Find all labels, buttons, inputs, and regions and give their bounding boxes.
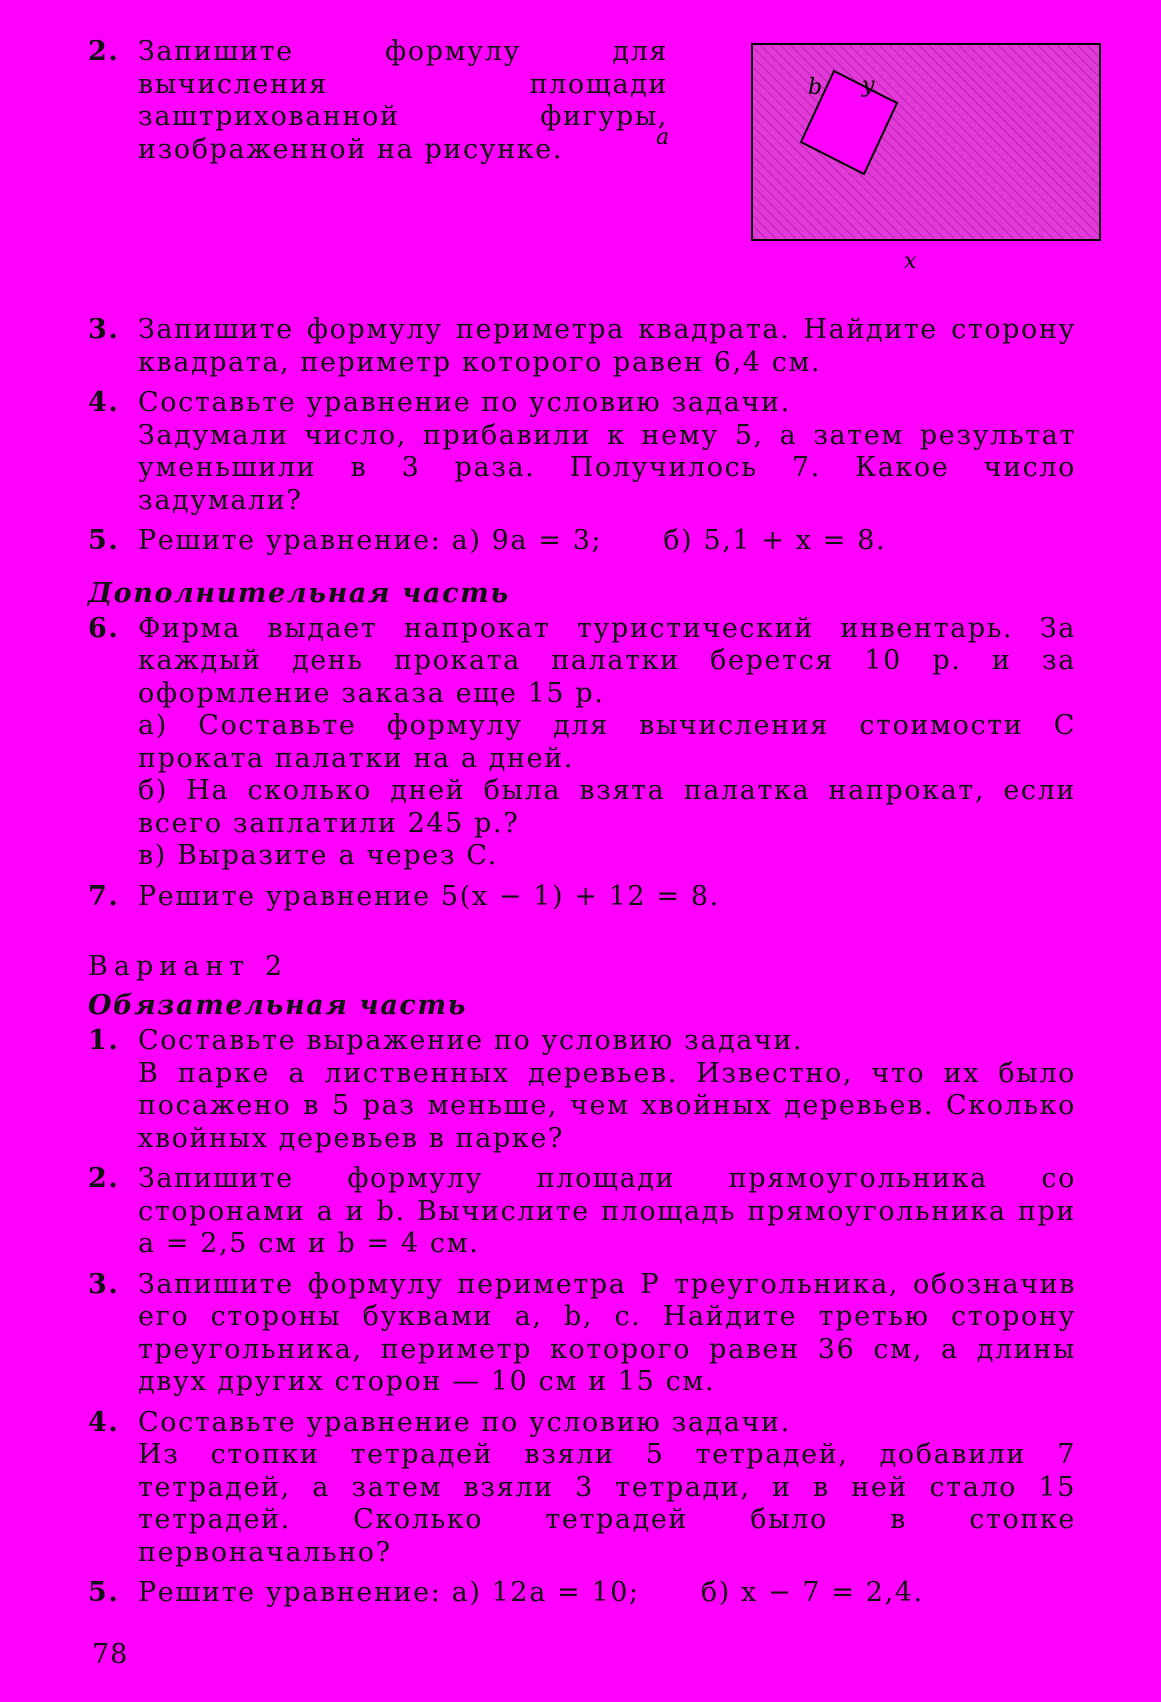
subtask-b: б) На сколько дней была взята палатка напрокат, если всего заплатили 245 р.? [138,775,1076,839]
task-number: 4. [88,387,120,418]
task-text: Запишите формулу периметра квадрата. Найдите сторону квадрата, периметр которого равен 6,4 см. [138,314,1076,378]
task-text: В парке a лиственных деревьев. Известно, что их было посажено в 5 раз меньше, чем хвойных деревьев. Сколько хвойных деревьев в парке? [138,1057,1076,1154]
task-number: 2. [88,36,120,67]
task-number: 5. [88,525,120,556]
page [88,36,1076,1618]
task-number: 2. [88,1163,120,1194]
variant-1-tasks [88,314,1076,558]
task-text: Решите уравнение: а) 9a = 3; б) 5,1 + x = 8. [138,525,887,556]
task-number: 1. [88,1025,120,1056]
task-3 [88,314,1076,379]
subtask-c: в) Выразите a через C. [138,840,498,871]
task-number: 7. [88,880,120,912]
label-a: a [656,125,670,150]
subtask-a: а) Составьте формулу для вычисления стоимости C проката палатки на a дней. [138,710,1076,774]
task-text: Запишите формулу площади прямоугольника со сторонами a и b. Вычислите площадь прямоугольника при a = 2,5 см и b = 4 см. [138,1163,1076,1259]
v2-task-2 [88,1163,1076,1261]
task-text: Из стопки тетрадей взяли 5 тетрадей, добавили 7 тетрадей, а затем взяли 3 тетради, и в ней стало 15 тетрадей. Сколько тетрадей было в стопке первоначально? [138,1439,1076,1568]
v2-task-3 [88,1269,1076,1399]
task-text: Задумали число, прибавили к нему 5, а затем результат уменьшили в 3 раза. Получилось 7. Какое число задумали? [138,419,1076,516]
additional-heading: Дополнительная часть [88,577,510,609]
task-text: Составьте выражение по условию задачи. [138,1025,804,1056]
task-4 [88,387,1076,517]
variant-2-tasks [88,1025,1076,1610]
task-text: Составьте уравнение по условию задачи. [138,1406,791,1438]
v2-task-5 [88,1577,1076,1610]
label-b: b [808,75,823,100]
task-text: Запишите формулу для вычисления площади заштрихованной фигуры, изображенной на рисунке. [138,36,668,165]
task-text: Решите уравнение: а) 12a = 10; б) x − 7 = 2,4. [138,1577,924,1608]
task-text: Фирма выдает напрокат туристический инвентарь. За каждый день проката палатки берется 10 р. и за оформление заказа еще 15 р. [138,612,1076,709]
mandatory-heading: Обязательная часть [88,990,468,1021]
label-x: x [904,249,917,274]
task-number: 5. [88,1577,120,1608]
label-y: y [862,73,875,98]
task-number: 3. [88,314,120,345]
task-text: Составьте уравнение по условию задачи. [138,387,791,418]
task-number: 3. [88,1268,120,1300]
task-7 [88,881,1076,914]
task-number: 4. [88,1406,120,1438]
task-text: Решите уравнение 5(x − 1) + 12 = 8. [138,880,720,912]
shaded-figure-diagram [656,38,1084,302]
task-2 [88,36,668,166]
v2-task-1 [88,1025,1076,1155]
task-5 [88,525,1076,558]
v2-task-4 [88,1407,1076,1570]
task-text: Запишите формулу периметра P треугольника, обозначив его стороны буквами a, b, c. Найдите третью сторону треугольника, периметр которого равен 36 см, а длины двух других сторон — 10 см и 15 см. [138,1268,1076,1397]
variant-heading: Вариант 2 [88,951,289,982]
task-2-with-figure [88,36,1076,300]
task-6 [88,613,1076,873]
task-number: 6. [88,612,120,644]
page-number: 78 [92,1639,129,1670]
